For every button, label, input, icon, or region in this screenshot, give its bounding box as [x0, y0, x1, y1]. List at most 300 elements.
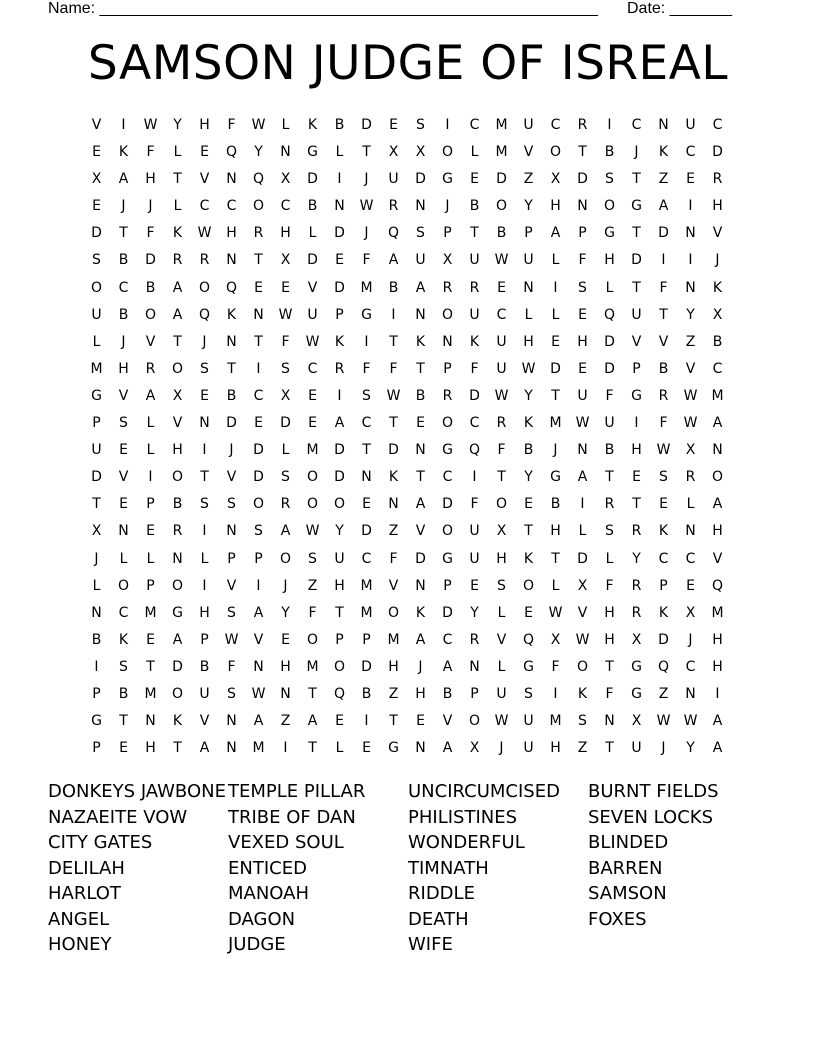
- grid-letter: I: [364, 333, 369, 350]
- grid-letter: A: [172, 631, 183, 648]
- grid-letter: U: [496, 685, 507, 702]
- grid-letter: C: [253, 387, 264, 404]
- grid-letter: V: [199, 171, 210, 188]
- grid-letter: W: [494, 252, 509, 269]
- grid-letter: G: [442, 171, 453, 188]
- grid-letter: D: [334, 279, 345, 296]
- grid-letter: T: [389, 713, 398, 730]
- grid-letter: K: [523, 415, 534, 432]
- grid-letter: V: [712, 225, 723, 242]
- grid-letter: W: [224, 631, 239, 648]
- grid-letter: Q: [252, 171, 265, 188]
- grid-letter: I: [364, 713, 369, 730]
- grid-letter: A: [712, 415, 723, 432]
- grid-letter: N: [226, 523, 237, 540]
- grid-letter: F: [362, 252, 371, 269]
- grid-letter: D: [577, 171, 588, 188]
- grid-letter: B: [442, 685, 453, 702]
- grid-letter: N: [658, 117, 669, 133]
- word-item: HONEY: [48, 934, 112, 955]
- grid-letter: N: [172, 550, 183, 567]
- grid-letter: R: [631, 523, 642, 540]
- grid-letter: M: [306, 442, 319, 459]
- grid-letter: O: [90, 279, 103, 296]
- grid-letter: Z: [307, 577, 318, 594]
- word-item: SAMSON: [588, 883, 667, 904]
- grid-letter: C: [118, 279, 129, 296]
- grid-letter: O: [522, 577, 535, 594]
- grid-letter: J: [229, 442, 234, 459]
- grid-letter: H: [550, 740, 561, 757]
- grid-letter: S: [605, 171, 614, 188]
- word-item: HARLOT: [48, 883, 121, 904]
- grid-letter: U: [91, 442, 102, 459]
- grid-letter: X: [712, 306, 723, 323]
- grid-letter: Z: [577, 740, 588, 757]
- grid-letter: S: [362, 387, 371, 404]
- word-item: RIDDLE: [408, 883, 475, 904]
- grid-letter: O: [117, 577, 130, 594]
- grid-letter: F: [389, 550, 398, 567]
- grid-letter: B: [604, 442, 615, 459]
- grid-letter: J: [418, 658, 423, 675]
- grid-letter: O: [387, 604, 400, 621]
- grid-letter: S: [497, 577, 506, 594]
- grid-letter: O: [441, 306, 454, 323]
- grid-letter: D: [361, 658, 372, 675]
- grid-letter: T: [389, 333, 398, 350]
- grid-letter: D: [334, 225, 345, 242]
- grid-letter: E: [308, 387, 317, 404]
- grid-letter: X: [280, 171, 291, 188]
- grid-letter: D: [361, 523, 372, 540]
- grid-letter: J: [445, 198, 450, 215]
- grid-letter: W: [548, 604, 563, 621]
- grid-letter: D: [469, 387, 480, 404]
- grid-letter: D: [280, 415, 291, 432]
- grid-letter: U: [469, 252, 480, 269]
- grid-letter: T: [605, 740, 614, 757]
- grid-letter: L: [470, 144, 479, 161]
- grid-letter: T: [578, 144, 587, 161]
- grid-letter: T: [497, 469, 506, 486]
- grid-letter: U: [307, 306, 318, 323]
- grid-letter: H: [199, 117, 210, 133]
- grid-letter: G: [550, 469, 561, 486]
- grid-letter: F: [362, 360, 371, 377]
- word-item: TRIBE OF DAN: [228, 806, 356, 828]
- grid-letter: D: [226, 415, 237, 432]
- grid-letter: L: [308, 225, 317, 242]
- grid-letter: C: [658, 550, 669, 567]
- grid-letter: N: [685, 279, 696, 296]
- grid-letter: V: [226, 577, 237, 594]
- grid-letter: P: [92, 740, 101, 757]
- grid-letter: P: [92, 415, 101, 432]
- grid-letter: E: [308, 415, 317, 432]
- grid-letter: T: [119, 713, 128, 730]
- grid-letter: D: [550, 360, 561, 377]
- grid-letter: M: [495, 144, 508, 161]
- grid-letter: R: [496, 415, 507, 432]
- grid-letter: A: [253, 713, 264, 730]
- grid-letter: O: [144, 306, 157, 323]
- grid-letter: K: [712, 279, 723, 296]
- grid-letter: H: [172, 442, 183, 459]
- grid-letter: E: [470, 171, 479, 188]
- grid-letter: A: [172, 279, 183, 296]
- grid-letter: X: [631, 713, 642, 730]
- grid-letter: M: [90, 360, 103, 377]
- grid-letter: P: [659, 577, 668, 594]
- grid-letter: V: [631, 333, 642, 350]
- grid-letter: O: [711, 469, 724, 486]
- grid-letter: V: [199, 713, 210, 730]
- grid-letter: H: [280, 225, 291, 242]
- grid-letter: F: [659, 279, 668, 296]
- grid-letter: D: [631, 252, 642, 269]
- grid-letter: S: [416, 117, 425, 133]
- grid-letter: U: [469, 550, 480, 567]
- grid-letter: C: [469, 415, 480, 432]
- grid-letter: E: [362, 740, 371, 757]
- grid-letter: H: [604, 631, 615, 648]
- grid-letter: D: [442, 496, 453, 513]
- grid-letter: N: [388, 496, 399, 513]
- grid-letter: E: [335, 713, 344, 730]
- grid-letter: S: [281, 469, 290, 486]
- grid-letter: M: [549, 415, 562, 432]
- grid-letter: D: [577, 550, 588, 567]
- word-item: ANGEL: [48, 908, 110, 930]
- grid-letter: R: [253, 225, 264, 242]
- grid-letter: A: [388, 252, 399, 269]
- grid-letter: V: [172, 415, 183, 432]
- grid-letter: I: [391, 306, 396, 323]
- grid-letter: F: [281, 333, 290, 350]
- grid-letter: F: [146, 225, 155, 242]
- grid-letter: T: [92, 496, 101, 513]
- grid-letter: U: [523, 740, 534, 757]
- grid-letter: G: [91, 387, 102, 404]
- grid-letter: H: [199, 604, 210, 621]
- grid-letter: N: [442, 333, 453, 350]
- grid-letter: B: [523, 442, 534, 459]
- grid-letter: I: [256, 577, 261, 594]
- grid-letter: I: [121, 117, 126, 133]
- grid-letter: S: [254, 523, 263, 540]
- grid-letter: D: [334, 469, 345, 486]
- grid-letter: R: [145, 360, 156, 377]
- grid-letter: T: [632, 171, 641, 188]
- grid-letter: V: [415, 523, 426, 540]
- grid-letter: D: [658, 631, 669, 648]
- grid-letter: H: [388, 658, 399, 675]
- grid-letter: Q: [387, 225, 400, 242]
- grid-letter: L: [173, 144, 182, 161]
- word-item: PHILISTINES: [408, 806, 518, 828]
- grid-letter: S: [92, 252, 101, 269]
- grid-letter: V: [226, 469, 237, 486]
- grid-letter: N: [280, 144, 291, 161]
- grid-letter: A: [415, 279, 426, 296]
- grid-letter: S: [227, 604, 236, 621]
- grid-letter: H: [550, 523, 561, 540]
- grid-letter: O: [333, 658, 346, 675]
- grid-letter: V: [118, 387, 129, 404]
- grid-letter: V: [253, 631, 264, 648]
- grid-letter: N: [415, 442, 426, 459]
- grid-letter: F: [146, 144, 155, 161]
- grid-letter: B: [307, 198, 318, 215]
- grid-letter: B: [550, 496, 561, 513]
- grid-letter: F: [659, 415, 668, 432]
- grid-letter: U: [469, 523, 480, 540]
- grid-letter: B: [469, 198, 480, 215]
- grid-letter: P: [443, 577, 452, 594]
- grid-letter: T: [173, 171, 182, 188]
- grid-letter: R: [577, 117, 588, 133]
- grid-letter: L: [335, 144, 344, 161]
- grid-letter: N: [226, 252, 237, 269]
- grid-letter: T: [605, 658, 614, 675]
- grid-letter: E: [92, 144, 101, 161]
- grid-letter: Q: [333, 685, 346, 702]
- grid-letter: V: [685, 360, 696, 377]
- grid-letter: F: [497, 442, 506, 459]
- grid-letter: Z: [280, 713, 291, 730]
- grid-letter: L: [578, 523, 587, 540]
- word-item: BARREN: [588, 857, 663, 879]
- grid-letter: K: [415, 333, 426, 350]
- grid-letter: M: [495, 117, 508, 133]
- word-item: DELILAH: [48, 857, 125, 879]
- grid-letter: N: [226, 171, 237, 188]
- grid-letter: L: [146, 415, 155, 432]
- grid-letter: Z: [685, 333, 696, 350]
- grid-letter: T: [416, 469, 425, 486]
- grid-letter: A: [712, 496, 723, 513]
- grid-letter: U: [91, 306, 102, 323]
- grid-letter: E: [416, 713, 425, 730]
- grid-letter: K: [658, 144, 669, 161]
- letter-grid: [83, 114, 733, 764]
- grid-letter: W: [656, 713, 671, 730]
- grid-letter: Y: [632, 550, 641, 567]
- grid-letter: R: [442, 279, 453, 296]
- grid-letter: L: [497, 658, 506, 675]
- grid-letter: P: [443, 360, 452, 377]
- grid-letter: L: [92, 577, 101, 594]
- grid-letter: G: [91, 713, 102, 730]
- word-item: DONKEYS JAWBONE: [48, 781, 226, 802]
- grid-letter: A: [577, 469, 588, 486]
- grid-letter: D: [415, 550, 426, 567]
- grid-letter: O: [441, 144, 454, 161]
- grid-letter: T: [227, 360, 236, 377]
- grid-letter: C: [712, 360, 723, 377]
- grid-letter: I: [688, 198, 693, 215]
- grid-letter: N: [685, 685, 696, 702]
- grid-letter: C: [712, 117, 723, 133]
- grid-letter: I: [688, 252, 693, 269]
- grid-letter: E: [146, 523, 155, 540]
- grid-letter: I: [445, 117, 450, 133]
- grid-letter: R: [658, 387, 669, 404]
- grid-letter: U: [415, 252, 426, 269]
- grid-letter: L: [524, 306, 533, 323]
- grid-letter: A: [442, 658, 453, 675]
- grid-letter: V: [145, 333, 156, 350]
- grid-letter: I: [661, 252, 666, 269]
- grid-letter: N: [712, 442, 723, 459]
- grid-letter: H: [550, 198, 561, 215]
- grid-letter: K: [658, 604, 669, 621]
- grid-letter: Q: [522, 631, 535, 648]
- grid-letter: S: [200, 360, 209, 377]
- grid-letter: P: [470, 685, 479, 702]
- grid-letter: D: [334, 442, 345, 459]
- grid-letter: U: [334, 550, 345, 567]
- grid-letter: M: [387, 631, 400, 648]
- grid-letter: E: [686, 171, 695, 188]
- grid-letter: R: [631, 604, 642, 621]
- grid-letter: Y: [335, 523, 344, 540]
- grid-letter: N: [334, 198, 345, 215]
- grid-letter: D: [172, 658, 183, 675]
- word-item: FOXES: [588, 908, 647, 930]
- grid-letter: Y: [254, 144, 263, 161]
- grid-letter: T: [308, 740, 317, 757]
- grid-letter: Z: [388, 523, 399, 540]
- grid-letter: V: [496, 631, 507, 648]
- grid-letter: N: [415, 740, 426, 757]
- grid-letter: L: [146, 550, 155, 567]
- grid-letter: O: [171, 577, 184, 594]
- grid-letter: E: [470, 577, 479, 594]
- grid-letter: N: [685, 523, 696, 540]
- grid-letter: H: [604, 604, 615, 621]
- grid-letter: W: [683, 415, 698, 432]
- grid-letter: K: [334, 333, 345, 350]
- grid-letter: E: [632, 469, 641, 486]
- grid-letter: P: [227, 550, 236, 567]
- grid-letter: N: [469, 658, 480, 675]
- grid-letter: K: [388, 469, 399, 486]
- grid-letter: A: [199, 740, 210, 757]
- grid-letter: K: [118, 144, 129, 161]
- grid-letter: E: [389, 117, 398, 133]
- grid-letter: W: [683, 387, 698, 404]
- grid-letter: A: [280, 523, 291, 540]
- grid-letter: D: [361, 117, 372, 133]
- grid-letter: C: [685, 658, 696, 675]
- grid-letter: J: [121, 333, 126, 350]
- grid-letter: J: [661, 740, 666, 757]
- grid-letter: B: [226, 387, 237, 404]
- grid-letter: U: [523, 252, 534, 269]
- grid-letter: H: [712, 198, 723, 215]
- grid-letter: X: [577, 577, 588, 594]
- word-item: MANOAH: [228, 883, 310, 904]
- grid-letter: N: [91, 604, 102, 621]
- grid-letter: W: [521, 360, 536, 377]
- word-item: VEXED SOUL: [228, 832, 344, 853]
- grid-letter: N: [280, 685, 291, 702]
- grid-letter: P: [524, 225, 533, 242]
- grid-letter: D: [388, 442, 399, 459]
- grid-letter: H: [631, 442, 642, 459]
- grid-letter: O: [495, 496, 508, 513]
- grid-letter: D: [253, 442, 264, 459]
- grid-letter: P: [146, 496, 155, 513]
- grid-letter: E: [146, 631, 155, 648]
- grid-letter: Y: [470, 604, 479, 621]
- grid-letter: I: [715, 685, 720, 702]
- grid-letter: A: [415, 496, 426, 513]
- grid-letter: N: [604, 713, 615, 730]
- grid-letter: I: [553, 685, 558, 702]
- grid-letter: G: [307, 144, 318, 161]
- grid-letter: A: [550, 225, 561, 242]
- grid-letter: M: [252, 740, 265, 757]
- grid-letter: Q: [711, 577, 724, 594]
- word-item: WONDERFUL: [408, 832, 525, 853]
- grid-letter: F: [578, 252, 587, 269]
- grid-letter: U: [631, 740, 642, 757]
- grid-letter: O: [171, 685, 184, 702]
- grid-letter: L: [146, 442, 155, 459]
- grid-letter: K: [577, 685, 588, 702]
- grid-letter: N: [118, 523, 129, 540]
- grid-letter: M: [360, 577, 373, 594]
- grid-letter: W: [251, 685, 266, 702]
- grid-letter: D: [91, 469, 102, 486]
- grid-letter: S: [416, 225, 425, 242]
- grid-letter: B: [118, 685, 129, 702]
- grid-letter: I: [472, 469, 477, 486]
- grid-letter: O: [279, 550, 292, 567]
- grid-letter: I: [148, 469, 153, 486]
- grid-letter: T: [254, 252, 263, 269]
- grid-letter: O: [252, 496, 265, 513]
- grid-letter: X: [91, 523, 102, 540]
- grid-letter: P: [254, 550, 263, 567]
- grid-letter: T: [389, 415, 398, 432]
- grid-letter: V: [91, 117, 102, 133]
- grid-letter: G: [442, 550, 453, 567]
- grid-letter: A: [145, 387, 156, 404]
- grid-letter: X: [550, 171, 561, 188]
- grid-letter: L: [335, 740, 344, 757]
- grid-letter: T: [335, 604, 344, 621]
- grid-letter: E: [119, 496, 128, 513]
- grid-letter: L: [551, 577, 560, 594]
- grid-letter: T: [200, 469, 209, 486]
- grid-letter: M: [360, 279, 373, 296]
- grid-letter: K: [172, 713, 183, 730]
- grid-letter: E: [416, 415, 425, 432]
- word-item: CITY GATES: [48, 832, 153, 853]
- grid-letter: R: [469, 279, 480, 296]
- grid-letter: J: [364, 171, 369, 188]
- grid-letter: D: [91, 225, 102, 242]
- grid-letter: D: [604, 333, 615, 350]
- grid-letter: A: [334, 415, 345, 432]
- grid-letter: X: [442, 252, 453, 269]
- grid-letter: O: [171, 469, 184, 486]
- grid-letter: H: [712, 523, 723, 540]
